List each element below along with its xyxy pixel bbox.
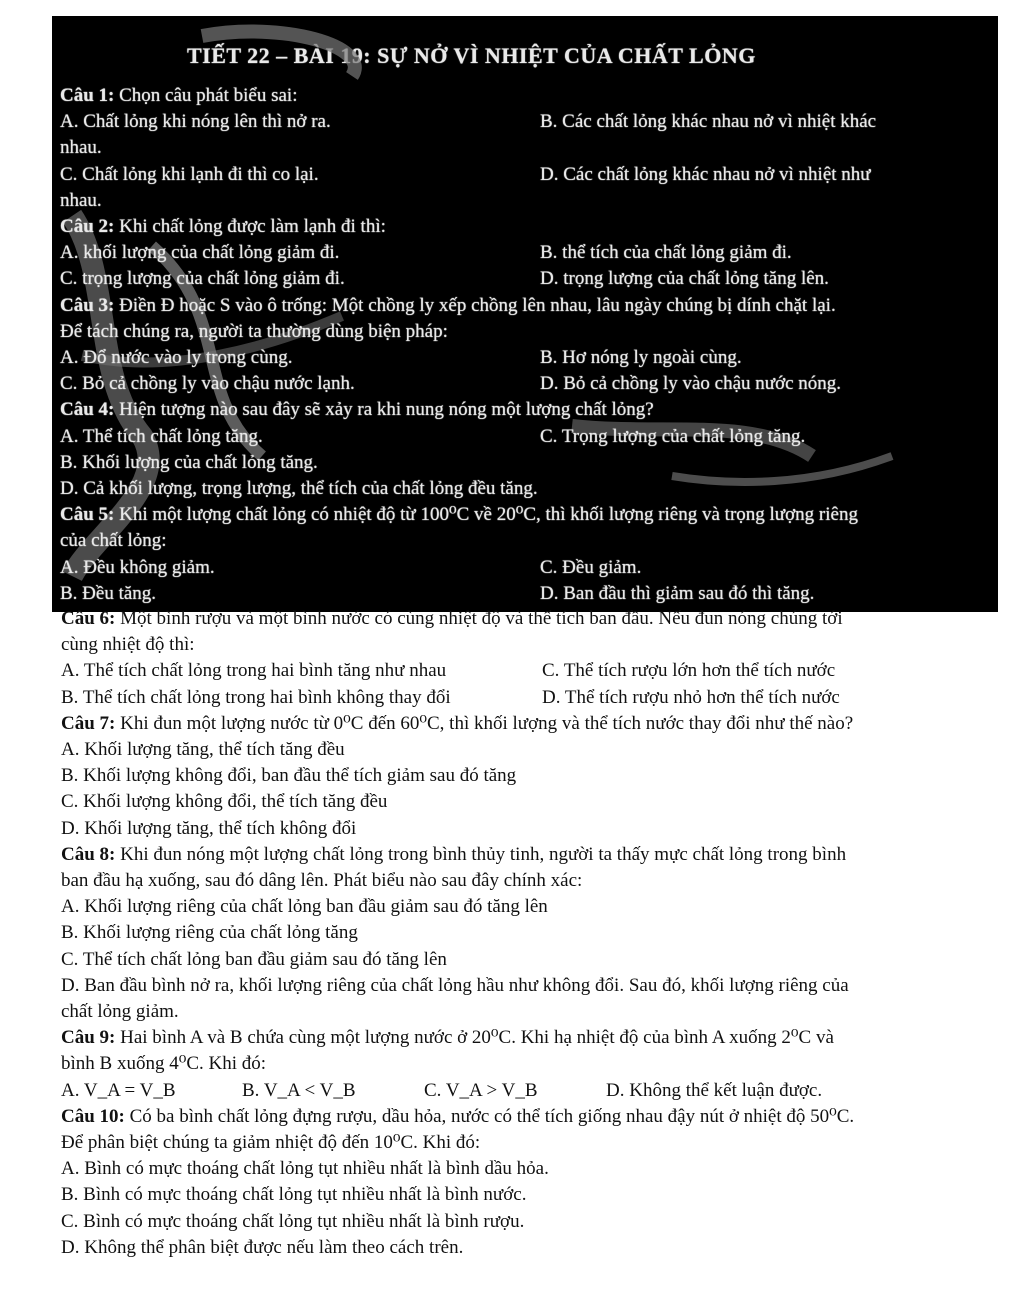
- question-number: Câu 9:: [61, 1027, 116, 1049]
- answer-option: B. Đều tăng.: [60, 582, 157, 604]
- question-line: [61, 1105, 854, 1129]
- answer-option: C. trọng lượng của chất lỏng giảm đi.: [60, 268, 345, 290]
- answer-option: A. Thể tích chất lỏng trong hai bình tăng như nhau: [61, 660, 447, 682]
- answer-option: A. Chất lỏng khi nóng lên thì nở ra.: [60, 111, 331, 133]
- text-line: A. Khối lượng tăng, thể tích tăng đều: [61, 739, 345, 760]
- text-line: B. Khối lượng của chất lỏng tăng.: [60, 451, 318, 473]
- question-number: Câu 2:: [60, 216, 115, 237]
- text-line: bình B xuống 4⁰C. Khi đó:: [61, 1053, 267, 1075]
- answer-option: D. Thể tích rượu nhỏ hơn thể tích nước: [542, 686, 840, 708]
- text-line: nhau.: [60, 137, 102, 159]
- question-line: [61, 1026, 834, 1050]
- answer-option: A. Thể tích chất lỏng tăng.: [60, 425, 263, 447]
- text-line: chất lỏng giảm.: [61, 1001, 179, 1022]
- question-line: [60, 503, 858, 527]
- text-line: ban đầu hạ xuống, sau đó dâng lên. Phát biểu nào sau đây chính xác:: [61, 870, 583, 891]
- answer-option: A. khối lượng của chất lỏng giảm đi.: [60, 242, 340, 264]
- page-title: TIẾT 22 – BÀI 19: SỰ NỞ VÌ NHIỆT CỦA CHẤT LỎNG: [187, 43, 756, 68]
- question-text: Hiện tượng nào sau đây sẽ xảy ra khi nung nóng một lượng chất lỏng?: [114, 399, 654, 421]
- text-line: cùng nhiệt độ thì:: [61, 634, 195, 656]
- question-number: Câu 10:: [61, 1105, 125, 1127]
- answer-option: A. Đổ nước vào ly trong cùng.: [60, 347, 293, 368]
- text-line: D. Cả khối lượng, trọng lượng, thể tích của chất lỏng đều tăng.: [60, 478, 538, 499]
- question-line: [60, 294, 836, 318]
- answer-option: B. Hơ nóng ly ngoài cùng.: [540, 347, 742, 368]
- answer-option: C. Bỏ cả chồng ly vào chậu nước lạnh.: [60, 373, 355, 395]
- question-text: Khi chất lỏng được làm lạnh đi thì:: [114, 216, 386, 237]
- scribbled-dark-region: [52, 16, 998, 612]
- question-number: Câu 3:: [60, 294, 115, 316]
- text-line: A. Khối lượng riêng của chất lỏng ban đầu giảm sau đó tăng lên: [61, 896, 548, 918]
- text-line: C. Bình có mực thoáng chất lỏng tụt nhiều nhất là bình rượu.: [61, 1210, 525, 1232]
- text-line: D. Khối lượng tăng, thể tích không đổi: [61, 817, 357, 839]
- answer-option: D. Các chất lỏng khác nhau nở vì nhiệt như: [540, 163, 871, 185]
- text-line: của chất lỏng:: [60, 530, 167, 552]
- text-line: A. Bình có mực thoáng chất lỏng tụt nhiều nhất là bình dầu hỏa.: [61, 1158, 549, 1180]
- question-text: Một bình rượu và một bình nước có cùng nhiệt độ và thể tích ban đầu. Nếu đun nóng chúng tới: [115, 608, 843, 629]
- question-number: Câu 7:: [61, 712, 116, 734]
- answer-option: B. Các chất lỏng khác nhau nở vì nhiệt khác: [540, 111, 877, 133]
- text-line: Để tách chúng ra, người ta thường dùng biện pháp:: [60, 320, 448, 342]
- text-line: C. Thể tích chất lỏng ban đầu giảm sau đó tăng lên: [61, 948, 447, 970]
- question-text: Khi đun nóng một lượng chất lỏng trong bình thủy tinh, người ta thấy mực chất lỏng trong bình: [115, 843, 847, 865]
- question-text: Chọn câu phát biểu sai:: [114, 85, 298, 106]
- text-line: B. Khối lượng riêng của chất lỏng tăng: [61, 922, 358, 944]
- question-text: Hai bình A và B chứa cùng một lượng nước ở 20⁰C. Khi hạ nhiệt độ của bình A xuống 2⁰C và: [115, 1027, 834, 1049]
- answer-option: A. Đều không giảm.: [60, 556, 215, 578]
- question-text: Khi một lượng chất lỏng có nhiệt độ từ 100⁰C về 20⁰C, thì khối lượng riêng và trọng lượng riêng: [114, 504, 858, 526]
- question-text: Điền Đ hoặc S vào ô trống: Một chồng ly xếp chồng lên nhau, lâu ngày chúng bị dính chặt lại.: [114, 294, 836, 316]
- question-line: [61, 607, 843, 631]
- question-number: Câu 1:: [60, 85, 115, 106]
- question-number: Câu 4:: [60, 399, 115, 421]
- answer-option: C. Trọng lượng của chất lỏng tăng.: [540, 425, 806, 447]
- question-line: [60, 84, 297, 108]
- answer-option: D. trọng lượng của chất lỏng tăng lên.: [540, 268, 829, 290]
- answer-option: A. V_A = V_B: [61, 1079, 176, 1101]
- text-line: B. Bình có mực thoáng chất lỏng tụt nhiều nhất là bình nước.: [61, 1184, 527, 1206]
- question-number: Câu 8:: [61, 843, 116, 865]
- answer-option: D. Không thể kết luận được.: [606, 1079, 823, 1101]
- question-number: Câu 6:: [61, 608, 116, 629]
- text-line: Để phân biệt chúng ta giảm nhiệt độ đến 10⁰C. Khi đó:: [61, 1132, 481, 1153]
- answer-option: C. Chất lỏng khi lạnh đi thì co lại.: [60, 163, 319, 185]
- question-text: Có ba bình chất lỏng đựng rượu, dầu hỏa, nước có thể tích giống nhau đậy nút ở nhiệt độ 50⁰C.: [124, 1105, 855, 1127]
- answer-option: B. thể tích của chất lỏng giảm đi.: [540, 242, 792, 264]
- question-line: [60, 215, 386, 239]
- answer-option: C. Thể tích rượu lớn hơn thể tích nước: [542, 660, 836, 682]
- question-number: Câu 5:: [60, 504, 115, 526]
- answer-option: C. Đều giảm.: [540, 556, 642, 578]
- question-line: [61, 712, 853, 736]
- text-line: D. Không thể phân biệt được nếu làm theo cách trên.: [61, 1236, 464, 1258]
- question-line: [61, 843, 846, 867]
- question-text: Khi đun một lượng nước từ 0⁰C đến 60⁰C, thì khối lượng và thể tích nước thay đổi như thế nào?: [115, 712, 854, 734]
- text-line: nhau.: [60, 189, 102, 211]
- text-line: B. Khối lượng không đổi, ban đầu thể tích giảm sau đó tăng: [61, 765, 517, 787]
- answer-option: B. V_A < V_B: [242, 1079, 356, 1101]
- text-line: C. Khối lượng không đổi, thể tích tăng đều: [61, 791, 388, 813]
- text-line: D. Ban đầu bình nở ra, khối lượng riêng của chất lỏng hầu như không đổi. Sau đó, khối lượng riêng của: [61, 974, 849, 996]
- answer-option: D. Ban đầu thì giảm sau đó thì tăng.: [540, 582, 815, 604]
- answer-option: B. Thể tích chất lỏng trong hai bình không thay đổi: [61, 686, 451, 708]
- answer-option: C. V_A > V_B: [424, 1079, 538, 1101]
- answer-option: D. Bỏ cả chồng ly vào chậu nước nóng.: [540, 373, 842, 395]
- question-line: [60, 398, 654, 422]
